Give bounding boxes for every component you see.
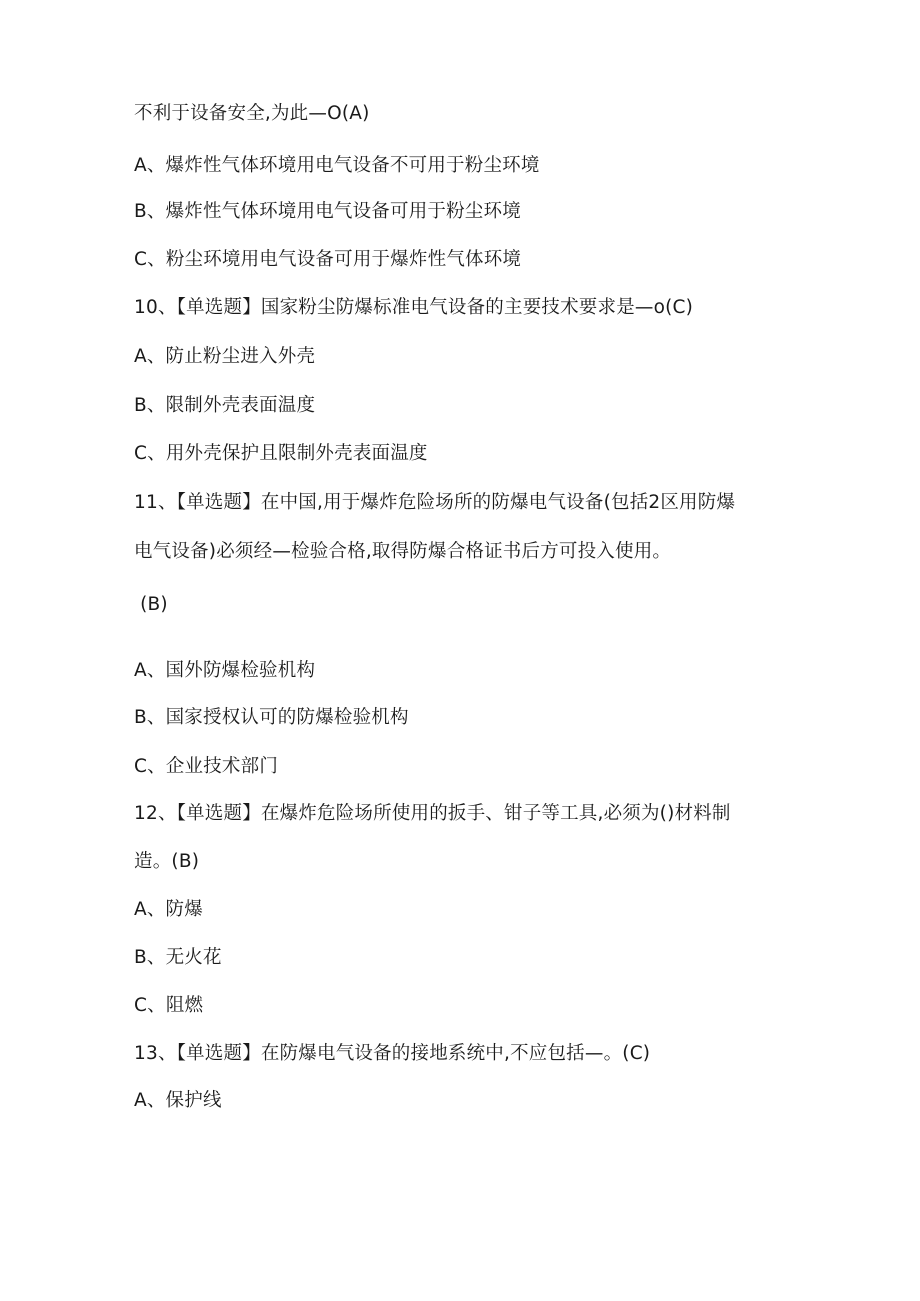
option-b: B、无火花: [134, 947, 222, 968]
option-a: A、防爆: [134, 899, 203, 920]
question-10: 10、【单选题】国家粉尘防爆标准电气设备的主要技术要求是—o(C): [134, 297, 694, 318]
option-c: C、阻燃: [134, 995, 204, 1016]
option-a: A、爆炸性气体环境用电气设备不可用于粉尘环境: [134, 155, 540, 176]
option-b: B、爆炸性气体环境用电气设备可用于粉尘环境: [134, 201, 521, 222]
option-a: A、防止粉尘进入外壳: [134, 346, 316, 367]
option-a: A、保护线: [134, 1090, 222, 1111]
question-11-continuation: 电气设备)必须经—检验合格,取得防爆合格证书后方可投入使用。: [134, 541, 672, 562]
question-12: 12、【单选题】在爆炸危险场所使用的扳手、钳子等工具,必须为()材料制: [134, 803, 731, 824]
question-11-answer: (B): [134, 594, 168, 615]
option-c: C、企业技术部门: [134, 756, 279, 777]
question-13: 13、【单选题】在防爆电气设备的接地系统中,不应包括—。(C): [134, 1043, 651, 1064]
option-c: C、粉尘环境用电气设备可用于爆炸性气体环境: [134, 249, 522, 270]
question-12-continuation: 造。(B): [134, 851, 200, 872]
option-c: C、用外壳保护且限制外壳表面温度: [134, 443, 428, 464]
option-b: B、国家授权认可的防爆检验机构: [134, 707, 409, 728]
question-11: 11、【单选题】在中国,用于爆炸危险场所的防爆电气设备(包括2区用防爆: [134, 492, 736, 513]
option-b: B、限制外壳表面温度: [134, 395, 316, 416]
option-a: A、国外防爆检验机构: [134, 660, 316, 681]
question-9-stem-continuation: 不利于设备安全,为此—O(A): [134, 103, 370, 124]
